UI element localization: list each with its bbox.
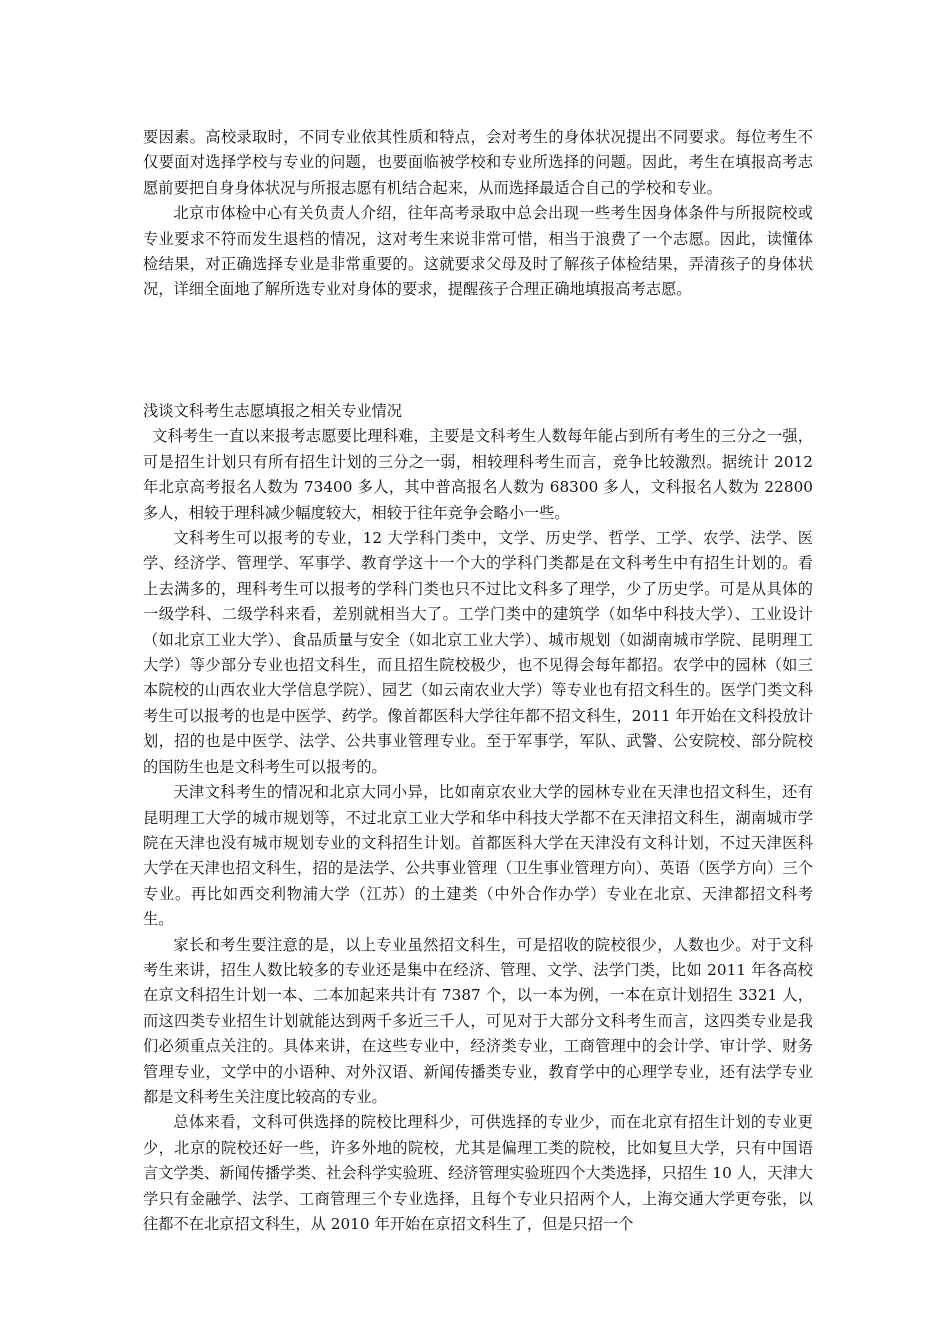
paragraph: 文科考生一直以来报考志愿要比理科难，主要是文科考生人数每年能占到所有考生的三分之一强，可是招生计划只有所有招生计划的三分之一弱，相较理科考生而言，竞争比较激烈。据统计 2012 年北京高考报名人数为 73400 多人，其中普高报名人数为 68300 多人，文科报名人数为 22800 多人，相较于理科减少幅度较大，相较于往年竞争会略小一些。 <box>143 427 813 522</box>
paragraph: 天津文科考生的情况和北京大同小异，比如南京农业大学的园林专业在天津也招文科生，还有昆明理工大学的城市规划等，不过北京工业大学和华中科技大学都不在天津招文科生，湖南城市学院在天津也没有城市规划专业的文科招生计划。首都医科大学在天津没有文科计划，不过天津医科大学在天津也招文科生，招的是法学、公共事业管理（卫生事业管理方向）、英语（医学方向）三个专业。再比如西交利物浦大学（江苏）的土建类（中外合作办学）专业在北京、天津都招文科考生。 <box>143 783 813 929</box>
paragraph: 总体来看，文科可供选择的院校比理科少，可供选择的专业少，而在北京有招生计划的专业更少，北京的院校还好一些，许多外地的院校，尤其是偏理工类的院校，比如复旦大学，只有中国语言文学类、新闻传播学类、社会科学实验班、经济管理实验班四个大类选择，只招生 10 人，天津大学只有金融学、法学、工商管理三个专业选择，且每个专业只招两个人，上海交通大学更夸张，以往都不在北京招文科生，从 2010 年开始在京招文科生了，但是只招一个 <box>143 1113 813 1233</box>
intro-section <box>143 125 813 303</box>
paragraph: 家长和考生要注意的是，以上专业虽然招文科生，可是招收的院校很少，人数也少。对于文科考生来讲，招生人数比较多的专业还是集中在经济、管理、文学、法学门类，比如 2011 年各高校在京文科招生计划一本、二本加起来共计有 7387 个，以一本为例，一本在京计划招生 3321 人，而这四类专业招生计划就能达到两千多近三千人，可见对于大部分文科考生而言，这四类专业是我们必须重点关注的。具体来讲，在这些专业中，经济类专业，工商管理中的会计学、审计学、财务管理专业，文学中的小语种、对外汉语、新闻传播类专业，教育学中的心理学专业，还有法学专业都是文科考生关注度比较高的专业。 <box>143 935 813 1106</box>
paragraph: 文科考生可以报考的专业，12 大学科门类中，文学、历史学、哲学、工学、农学、法学、医学、经济学、管理学、军事学、教育学这十一个大的学科门类都是在文科考生中有招生计划的。看上去满多的，理科考生可以报考的学科门类也只不过比文科多了理学，少了历史学。可是从具体的一级学科、二级学科来看，差别就相当大了。工学门类中的建筑学（如华中科技大学）、工业设计（如北京工业大学）、食品质量与安全（如北京工业大学）、城市规划（如湖南城市学院、昆明理工大学）等少部分专业也招文科生，而且招生院校极少，也不见得会每年都招。农学中的园林（如三本院校的山西农业大学信息学院）、园艺（如云南农业大学）等专业也有招文科生的。医学门类文科考生可以报考的也是中医学、药学。像首都医科大学往年都不招文科生，2011 年开始在文科投放计划，招的也是中医学、法学、公共事业管理专业。至于军事学，军队、武警、公安院校、部分院校的国防生也是文科考生可以报考的。 <box>143 529 813 776</box>
paragraph: 要因素。高校录取时，不同专业依其性质和特点，会对考生的身体状况提出不同要求。每位考生不仅要面对选择学校与专业的问题，也要面临被学校和专业所选择的问题。因此，考生在填报高考志愿前要把自身身体状况与所报志愿有机结合起来，从而选择最适合自己的学校和专业。 <box>143 128 813 197</box>
article-title: 浅谈文科考生志愿填报之相关专业情况 <box>143 402 403 420</box>
paragraph: 北京市体检中心有关负责人介绍，往年高考录取中总会出现一些考生因身体条件与所报院校或专业要求不符而发生退档的情况，这对考生来说非常可惜，相当于浪费了一个志愿。因此，读懂体检结果，对正确选择专业是非常重要的。这就要求父母及时了解孩子体检结果，弄清孩子的身体状况，详细全面地了解所选专业对身体的要求，提醒孩子合理正确地填报高考志愿。 <box>143 204 813 299</box>
article-section <box>143 399 813 1237</box>
